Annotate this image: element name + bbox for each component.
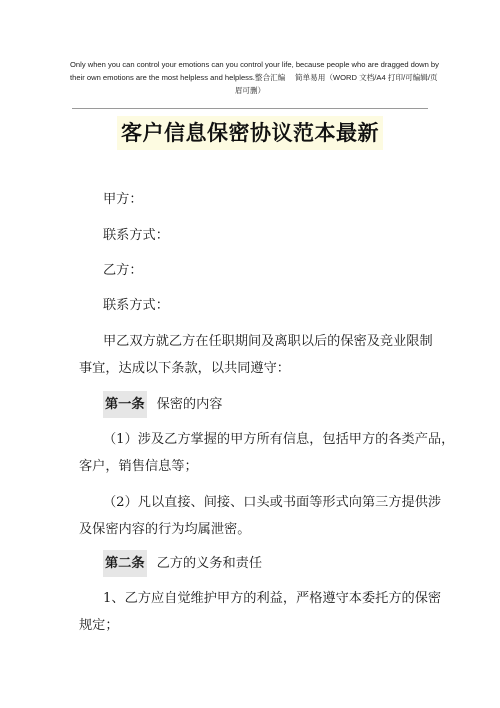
article-1-label: 第一条 xyxy=(103,391,147,418)
intro-line-1: 甲乙双方就乙方在任职期间及离职以后的保密及竞业限制 xyxy=(103,334,433,349)
contact-b-line xyxy=(103,292,433,319)
article-2-item-1-line-2: 规定； xyxy=(79,618,119,633)
party-b-label: 乙方： xyxy=(103,263,143,278)
article-1-item-2-line-2: 及保密内容的行为均属泄密。 xyxy=(79,522,251,537)
article-1-item-1-line-2: 客户，销售信息等； xyxy=(79,459,198,474)
article-2-label: 第二条 xyxy=(103,550,147,577)
party-a-line xyxy=(103,186,433,213)
article-1-item-2-line-1: （2）凡以直接、间接、口头或书面等形式向第三方提供涉 xyxy=(103,495,442,510)
article-1-item-2 xyxy=(79,489,442,543)
article-1-heading xyxy=(103,391,433,418)
intro-paragraph xyxy=(79,328,433,382)
article-2-item-1-line-1: 1、乙方应自觉维护甲方的利益，严格遵守本委托方的保密 xyxy=(103,591,442,606)
party-b-line xyxy=(103,257,433,284)
article-2-item-1 xyxy=(79,585,442,639)
contact-a-line xyxy=(103,222,433,249)
contact-a-label: 联系方式： xyxy=(103,228,169,243)
page-header xyxy=(70,58,439,97)
article-1-title: 保密的内容 xyxy=(156,397,223,412)
intro-line-2: 事宜，达成以下条款，以共同遵守： xyxy=(79,361,290,376)
article-1-item-1 xyxy=(79,426,455,480)
header-divider xyxy=(72,108,428,109)
article-1-item-1-line-1: （1）涉及乙方掌握的甲方所有信息，包括甲方的各类产品， xyxy=(103,432,455,447)
title-container xyxy=(0,116,500,150)
contact-b-label: 联系方式： xyxy=(103,298,169,313)
party-a-label: 甲方： xyxy=(103,192,143,207)
header-line-3: 眉可删） xyxy=(234,86,266,95)
document-title: 客户信息保密协议范本最新 xyxy=(117,116,383,150)
article-2-title: 乙方的义务和责任 xyxy=(156,556,263,571)
header-line-1: Only when you can control your emotions can you control your life, because people who are dragged down by xyxy=(70,60,439,69)
header-line-2: their own emotions are the most helpless and helpless.整合汇编 简单易用（WORD 文档/A4 打印/可编辑/页 xyxy=(70,73,438,82)
article-2-heading xyxy=(103,550,433,577)
